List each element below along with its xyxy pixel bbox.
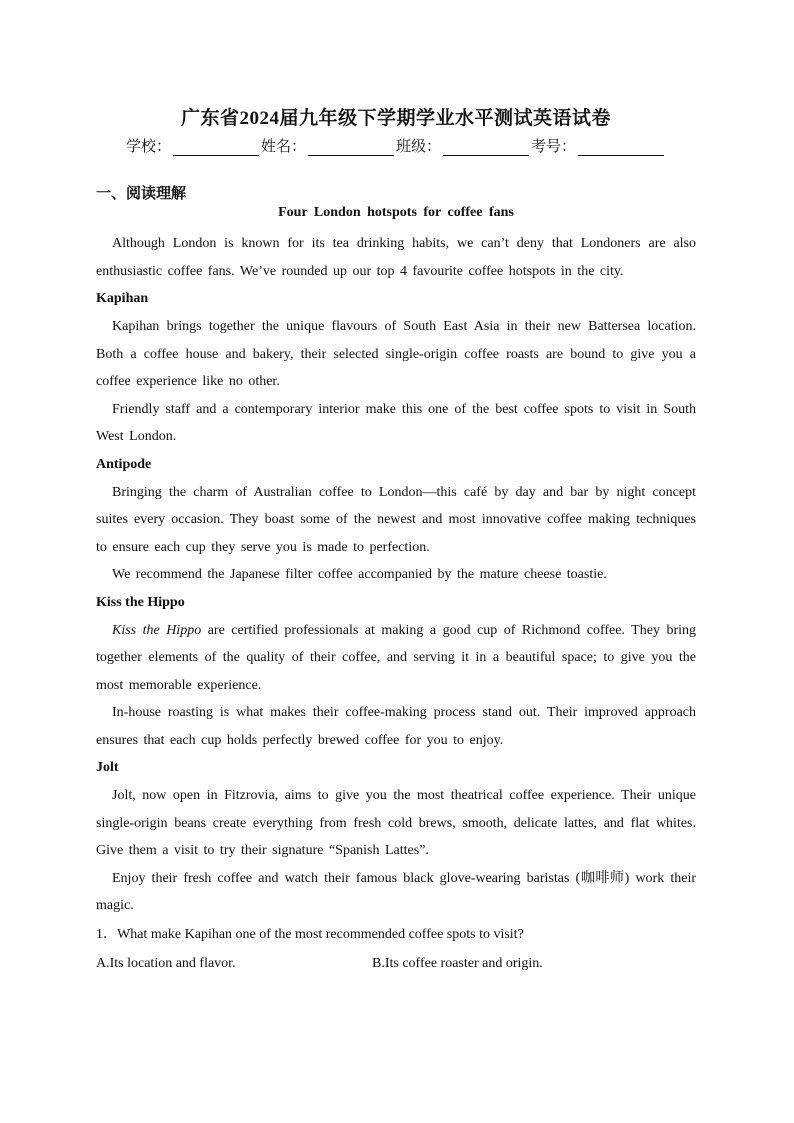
question-1-option-b[interactable]: B.Its coffee roaster and origin. <box>372 955 543 971</box>
shop-paragraph: In-house roasting is what makes their coffee-making process stand out. Their improved approach ensures that each cup holds perfectly brewed coffee for you to enjoy. <box>96 705 696 748</box>
class-blank[interactable] <box>443 141 529 156</box>
shop-heading-kapihan: Kapihan <box>96 291 149 306</box>
shop-paragraph: Jolt, now open in Fitzrovia, aims to give you the most theatrical coffee experience. Their unique single-origin beans create everything from fresh cold brews, smooth, delicate lattes, and flat whites. Give them a visit to try their signature “Spanish Lattes”. <box>96 788 696 858</box>
shop-paragraph: Bringing the charm of Australian coffee to London—this café by day and bar by night concept suites every occasion. They boast some of the newest and most innovative coffee making techniques to ensure each cup they serve you is made to perfection. <box>96 484 696 555</box>
school-blank[interactable] <box>173 141 259 156</box>
name-label: 姓名： <box>260 139 306 155</box>
student-info-line <box>96 135 696 156</box>
shop-paragraph-text: are certified professionals at making a good cup of Richmond coffee. They bring together elements of the quality of their coffee, and serving it in a beautiful space; to give you the most memorable experience. <box>96 622 696 693</box>
shop-heading-kiss-the-hippo: Kiss the Hippo <box>96 594 185 610</box>
shop-paragraph: Friendly staff and a contemporary interior make this one of the best coffee spots to visit in South West London. <box>96 401 696 444</box>
exam-title: 广东省2024届九年级下学期学业水平测试英语试卷 <box>180 108 611 129</box>
school-label: 学校： <box>125 139 171 155</box>
shop-name-italic: Kiss the Hippo <box>112 622 202 638</box>
passage-title: Four London hotspots for coffee fans <box>278 205 514 220</box>
section-heading: 一、阅读理解 <box>96 186 187 202</box>
exam-number-blank[interactable] <box>578 141 664 156</box>
class-label: 班级： <box>396 139 442 155</box>
shop-heading-jolt: Jolt <box>96 760 119 775</box>
shop-paragraph: We recommend the Japanese filter coffee accompanied by the mature cheese toastie. <box>112 567 607 582</box>
shop-paragraph: Enjoy their fresh coffee and watch their famous black glove-wearing baristas (咖啡师) work their magic. <box>96 870 696 913</box>
passage-body <box>96 230 696 979</box>
shop-paragraph: Kapihan brings together the unique flavours of South East Asia in their new Battersea location. Both a coffee house and bakery, their selected single-origin coffee roasts are bound to give you a coffee experience like no other. <box>96 319 696 389</box>
name-blank[interactable] <box>308 141 394 156</box>
shop-heading-antipode: Antipode <box>96 456 152 472</box>
question-1-options <box>96 949 696 979</box>
question-1-option-a[interactable]: A.Its location and flavor. <box>96 955 236 971</box>
shop-paragraph <box>96 617 696 700</box>
passage-intro: Although London is known for its tea drinking habits, we can’t deny that Londoners are also enthusiastic coffee fans. We’ve rounded up our top 4 favourite coffee hotspots in the city. <box>96 236 696 279</box>
exam-number-label: 考号： <box>531 139 577 155</box>
question-1-text: 1．What make Kapihan one of the most recommended coffee spots to visit? <box>96 926 524 942</box>
